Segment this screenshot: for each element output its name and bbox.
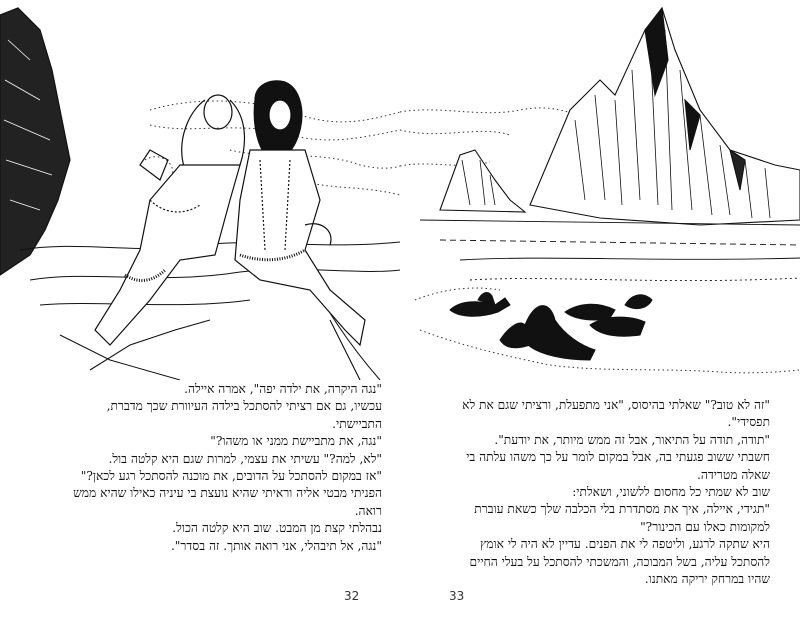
paragraph: נבהלתי קצת מן המבט. שוב היא קלטה הכול.	[172, 521, 382, 536]
paragraph: שהיו במרחק יריקה מאתנו.	[644, 572, 770, 587]
paragraph: "תגידי, איילה, איך את מסתדרת בלי הכלבה שלך כשאת עוברת	[474, 502, 770, 517]
paragraph: "נגה, את מתביישת ממני או משהו?"	[210, 434, 382, 449]
paragraph: שאלה מטרידה.	[696, 467, 770, 482]
cliff-left	[0, 8, 70, 275]
girl-left	[95, 95, 244, 345]
paragraph: הפניתי מבטי אליה וראיתי שהיא נועצת בי עיניה כאילו שהיא ממש	[73, 486, 382, 501]
left-page-text	[12, 381, 382, 555]
water-lines	[420, 220, 800, 281]
right-page	[400, 0, 800, 617]
paragraph: חשבתי ששוב פגעתי בה, אבל במקום לומר על כך משהו עלתה בי	[466, 450, 770, 465]
girl-right	[235, 81, 365, 345]
right-page-text	[410, 397, 770, 588]
paragraph: שוב לא שמתי כל מחסום ללשוני, ושאלתי:	[572, 485, 770, 500]
paragraph: היא שתקה לרגע, וליטפה לי את הפנים. עדיין לא היה לי אומץ	[479, 537, 770, 552]
right-illustration	[400, 0, 800, 395]
paragraph: תפסידי".	[727, 415, 770, 430]
page-number: 32	[344, 589, 360, 603]
paragraph: למקומות כאלו עם הכינור?"	[640, 519, 770, 534]
left-illustration	[0, 0, 400, 380]
paragraph: עכשיו, גם אם רציתי להסתכל בילדה העיוורת שכך מדברת,	[106, 399, 382, 414]
iceberg-large	[530, 8, 800, 225]
iceberg-small	[440, 150, 525, 212]
paragraph: "נגה היקרה, את ילדה יפה", אמרה איילה.	[184, 382, 382, 396]
paragraph: רואה.	[354, 503, 382, 518]
paragraph: "אז במקום להסתכל על הדובים, את מוכנה להסתכל רגע לכאן?"	[80, 469, 382, 484]
paragraph: להסתכל עליה, בשל המבוכה, והמשכתי להסתכל על בעלי החיים	[469, 554, 770, 569]
seals	[450, 293, 652, 360]
paragraph: "זה לא טוב?" שאלתי בהיסוס, "אני מתפעלת, ורציתי שגם את לא	[462, 398, 770, 412]
paragraph: "לא, למה?" עשיתי את עצמי, למרות שגם היא קלטה בול.	[108, 451, 382, 466]
rock-crack	[90, 320, 360, 380]
paragraph: "נגה, אל תיבהלי, אני רואה אותך. זה בסדר".	[170, 538, 382, 553]
page-number: 33	[449, 589, 465, 603]
paragraph: "תודה, תודה על התיאור, אבל זה ממש מיותר, את יודעת".	[494, 432, 770, 447]
paragraph: התביישתי.	[332, 416, 382, 431]
